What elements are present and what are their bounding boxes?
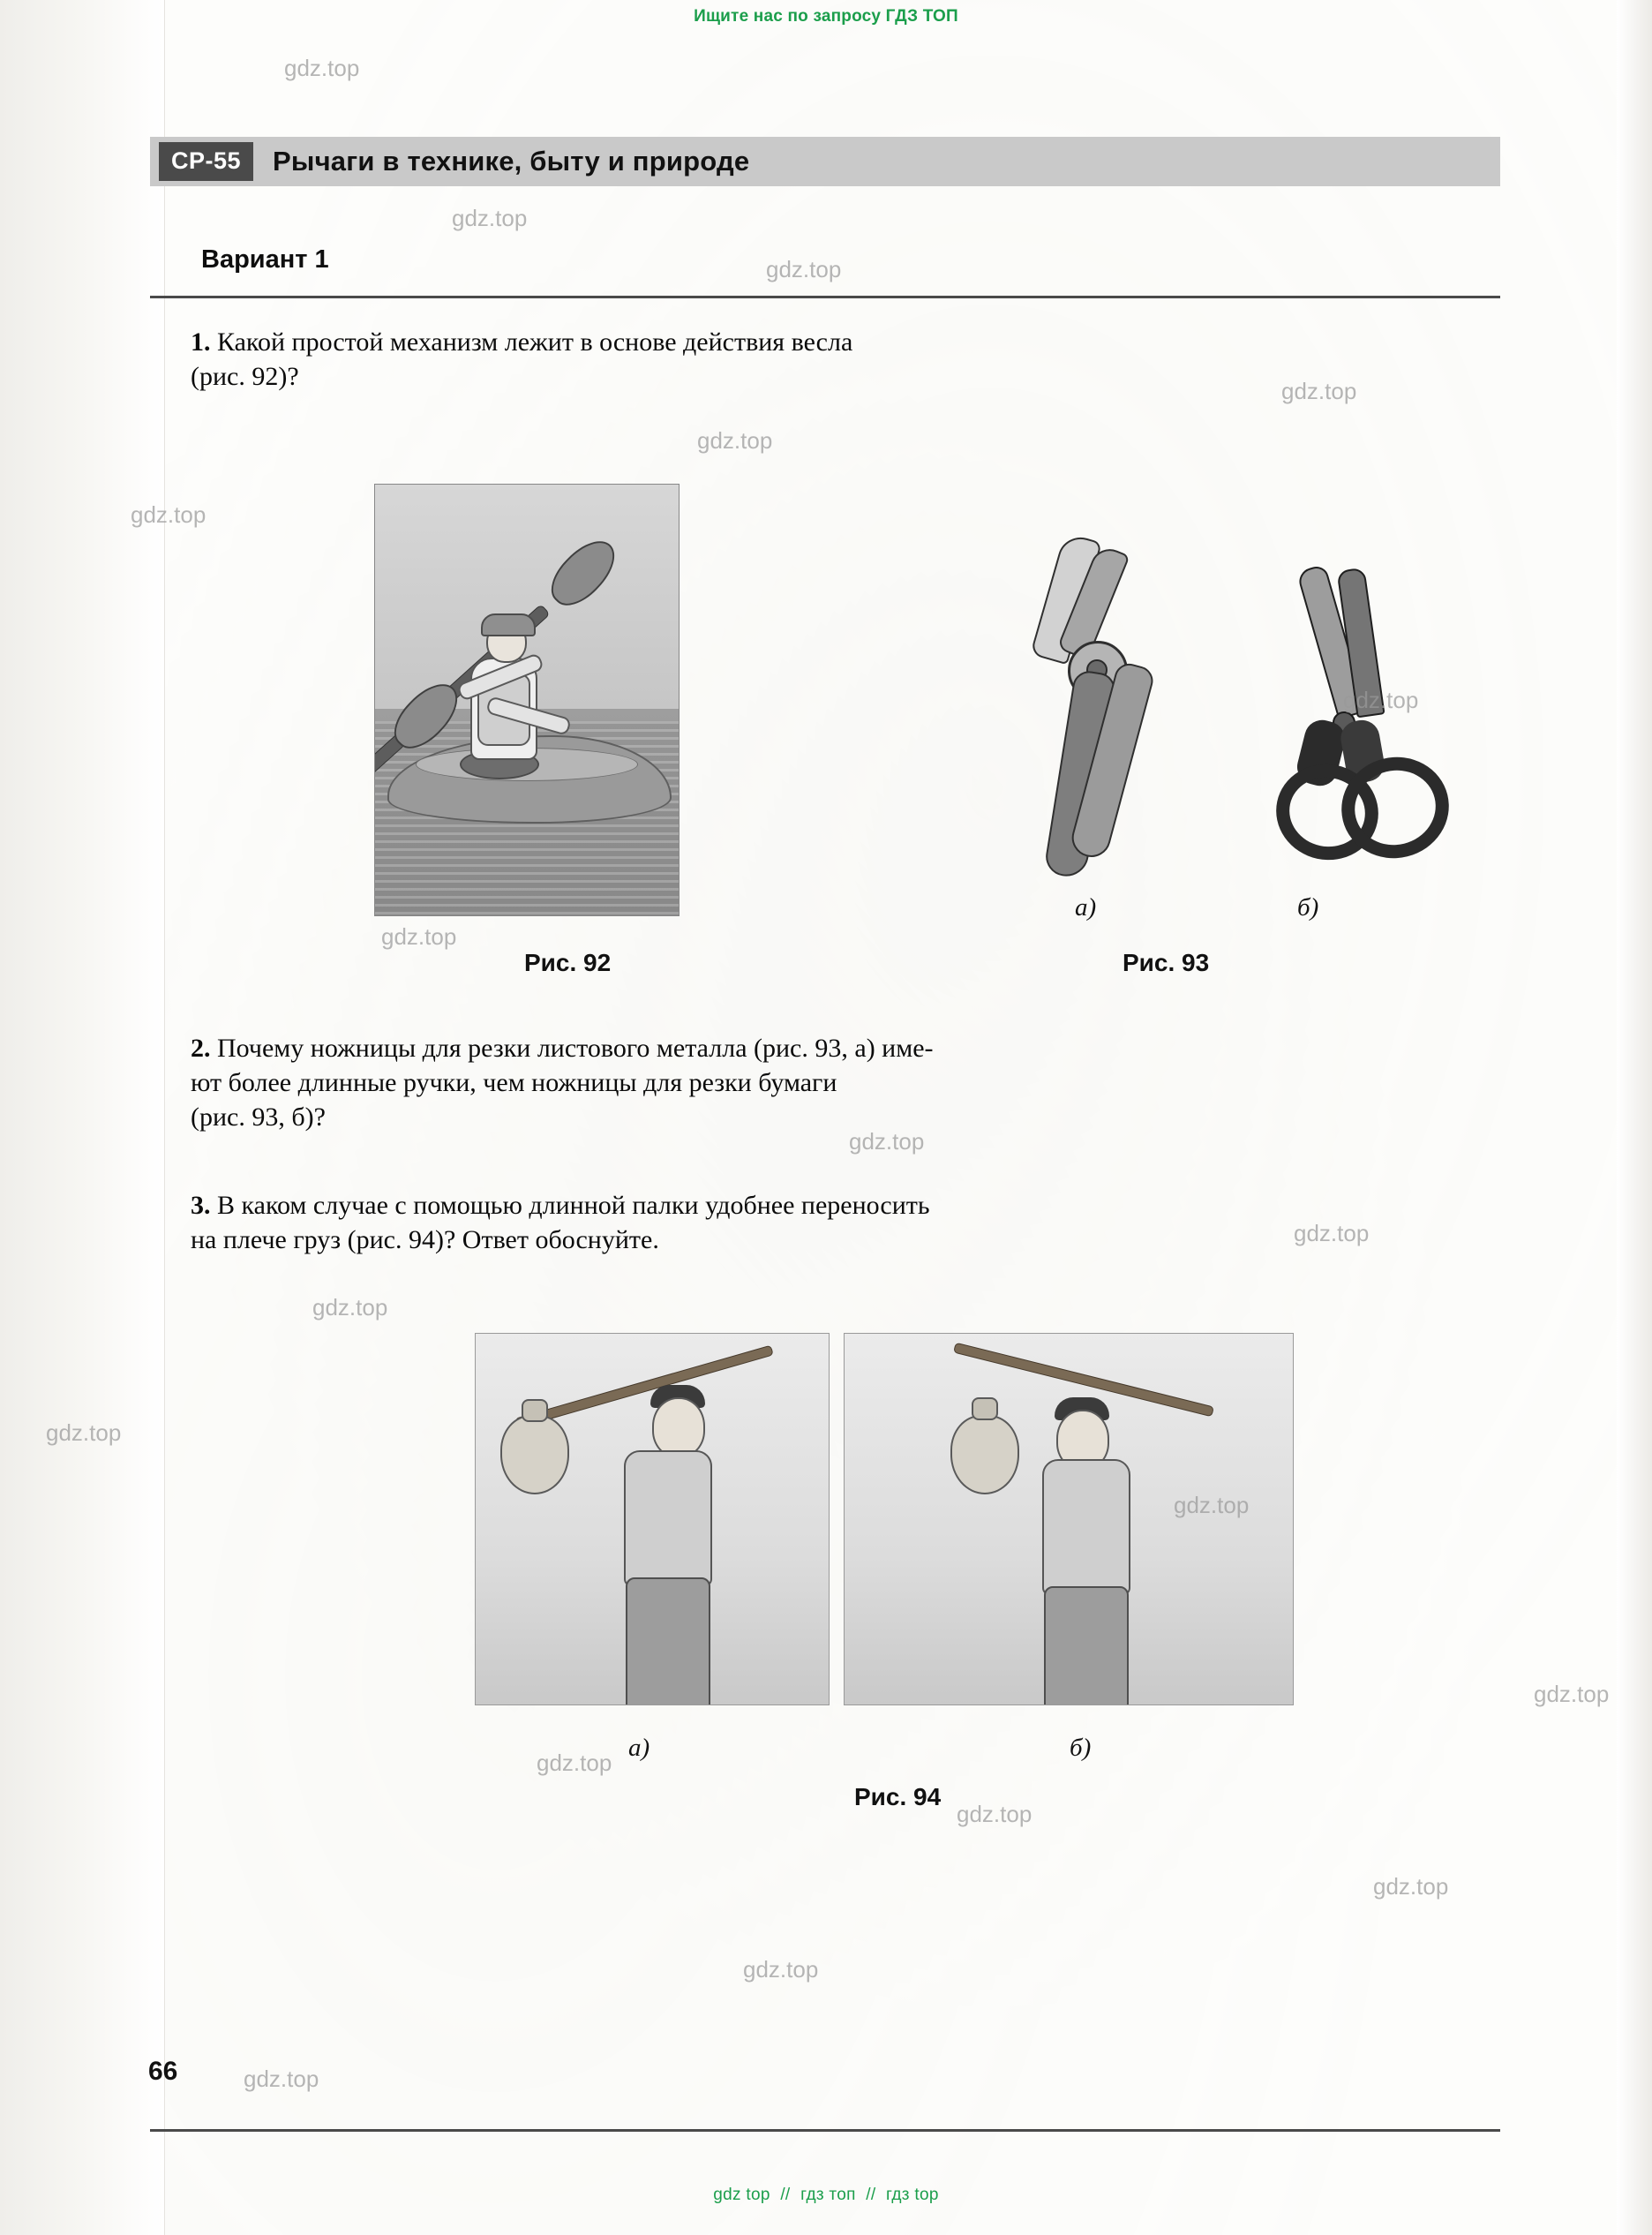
watermark-4: gdz.top xyxy=(1281,378,1357,404)
question-2-line-3: (рис. 93, б)? xyxy=(191,1102,326,1132)
person-torso-b xyxy=(1042,1459,1130,1595)
question-1-number: 1. xyxy=(191,327,211,357)
watermark-9: gdz.top xyxy=(849,1128,925,1155)
person-legs-a xyxy=(626,1577,710,1705)
watermark-2: gdz.top xyxy=(452,205,528,231)
question-3 xyxy=(191,1188,1488,1257)
section-title: Рычаги в технике, быту и природе xyxy=(273,146,750,177)
page-left-margin xyxy=(0,0,165,2235)
person-head-a xyxy=(652,1397,705,1457)
question-1-line-1: Какой простой механизм лежит в основе действия весла xyxy=(217,327,853,357)
footer-item-2: гдз топ xyxy=(800,2186,856,2204)
watermark-5: gdz.top xyxy=(697,427,773,454)
question-2-number: 2. xyxy=(191,1034,211,1063)
footer-item-3: гдз top xyxy=(886,2186,939,2204)
watermark-1: gdz.top xyxy=(284,55,360,81)
question-3-number: 3. xyxy=(191,1191,211,1220)
question-2-line-2: ют более длинные ручки, чем ножницы для резки бумаги xyxy=(191,1068,837,1097)
watermark-10: gdz.top xyxy=(1294,1220,1370,1246)
footer-separator-1: // xyxy=(780,2186,791,2204)
load-sack-b xyxy=(950,1415,1019,1494)
figure-93-label-a: а) xyxy=(1075,893,1097,922)
footer-separator-2: // xyxy=(866,2186,876,2204)
page-number: 66 xyxy=(148,2057,178,2086)
figure-92-image xyxy=(374,484,680,916)
watermark-19: gdz.top xyxy=(244,2066,319,2092)
section-code: СР-55 xyxy=(159,142,253,181)
paddler-cap xyxy=(481,613,536,636)
variant-label: Вариант 1 xyxy=(201,245,329,274)
figure-94-label-a: а) xyxy=(628,1734,650,1762)
figure-94-caption: Рис. 94 xyxy=(854,1783,942,1810)
footer-item-1: gdz top xyxy=(713,2186,770,2204)
watermark-18: gdz.top xyxy=(743,1956,819,1983)
figure-93-caption: Рис. 93 xyxy=(1123,949,1210,976)
figure-93a-tin-snips xyxy=(971,530,1227,883)
page-footer xyxy=(0,2186,1652,2205)
footer-divider xyxy=(150,2129,1500,2132)
paddle-blade-upper xyxy=(541,531,626,616)
watermark-7: gdz.top xyxy=(1343,687,1419,713)
question-1 xyxy=(191,325,1506,394)
load-sack-knot-a xyxy=(522,1399,548,1422)
site-promo-banner: Ищите нас по запросу ГДЗ ТОП xyxy=(694,7,958,26)
load-sack-a xyxy=(500,1415,569,1494)
page-right-margin xyxy=(1617,0,1652,2235)
watermark-8: gdz.top xyxy=(381,923,457,950)
watermark-13: gdz.top xyxy=(1174,1492,1250,1518)
question-3-line-2: на плече груз (рис. 94)? Ответ обоснуйте. xyxy=(191,1225,659,1254)
figure-93b-scissors xyxy=(1235,565,1483,883)
carry-pole-a xyxy=(514,1345,774,1429)
watermark-6: gdz.top xyxy=(131,501,206,528)
watermark-11: gdz.top xyxy=(312,1294,388,1321)
watermark-12: gdz.top xyxy=(46,1419,122,1446)
person-legs-b xyxy=(1044,1586,1129,1705)
figure-93-label-b: б) xyxy=(1297,893,1319,922)
load-sack-knot-b xyxy=(972,1397,998,1420)
header-divider xyxy=(150,296,1500,298)
figure-94b-image xyxy=(844,1333,1294,1705)
figure-92-caption: Рис. 92 xyxy=(524,949,612,976)
question-2 xyxy=(191,1031,1506,1134)
question-2-line-1: Почему ножницы для резки листового металла (рис. 93, а) име- xyxy=(217,1034,934,1063)
watermark-17: gdz.top xyxy=(1373,1873,1449,1900)
question-1-line-2: (рис. 92)? xyxy=(191,362,299,391)
person-torso-a xyxy=(624,1450,712,1586)
watermark-15: gdz.top xyxy=(537,1750,612,1776)
watermark-16: gdz.top xyxy=(957,1801,1032,1827)
question-3-line-1: В каком случае с помощью длинной палки удобнее переносить xyxy=(217,1191,930,1220)
watermark-3: gdz.top xyxy=(766,256,842,282)
figure-94-label-b: б) xyxy=(1070,1734,1092,1762)
section-header xyxy=(150,137,1500,186)
figure-94a-image xyxy=(475,1333,830,1705)
watermark-14: gdz.top xyxy=(1534,1681,1610,1707)
